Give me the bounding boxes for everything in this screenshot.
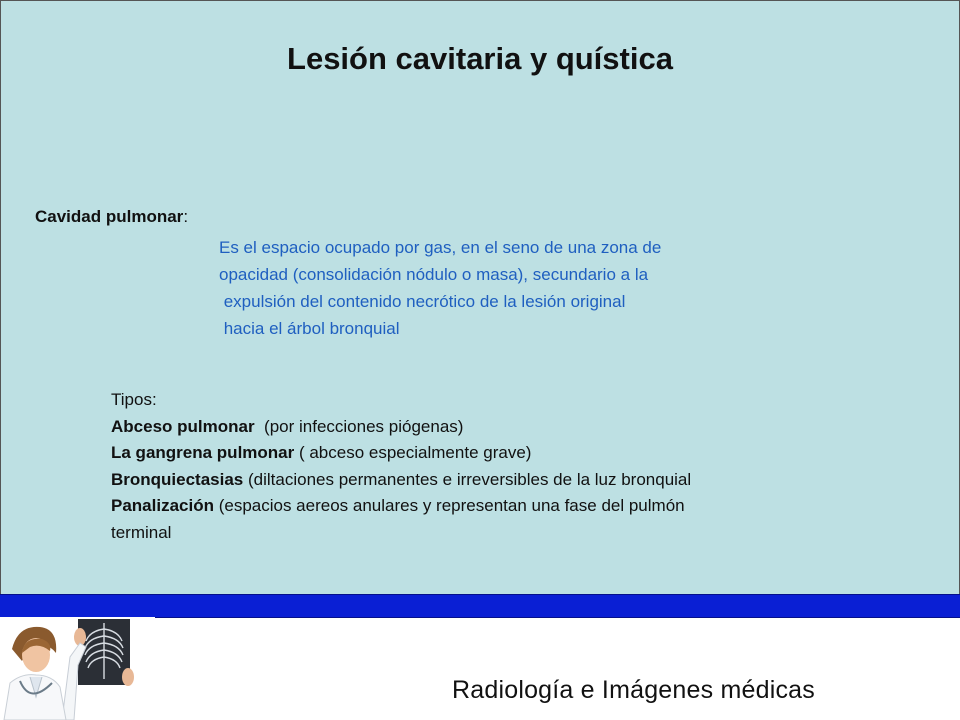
doctor-xray-illustration bbox=[0, 617, 155, 720]
cavidad-colon: : bbox=[183, 207, 189, 226]
cavidad-definition bbox=[219, 234, 899, 342]
item-desc: (diltaciones permanentes e irreversibles de la luz bronquial bbox=[243, 469, 692, 489]
item-desc: (por infecciones piógenas) bbox=[254, 416, 464, 436]
tipos-heading: Tipos: bbox=[111, 390, 157, 409]
slide-title: Lesión cavitaria y quística bbox=[287, 41, 673, 76]
cavidad-label bbox=[35, 207, 188, 227]
item-term: Panalización bbox=[111, 496, 214, 515]
footer-title: Radiología e Imágenes médicas bbox=[452, 676, 815, 704]
list-item bbox=[111, 467, 951, 494]
item-term: La gangrena pulmonar bbox=[111, 443, 295, 462]
definition-line: hacia el árbol bronquial bbox=[219, 319, 400, 338]
definition-line: Es el espacio ocupado por gas, en el seno de una zona de bbox=[219, 238, 662, 257]
item-term: Abceso pulmonar bbox=[111, 416, 255, 436]
list-item bbox=[111, 414, 951, 441]
list-item-continuation: terminal bbox=[111, 522, 172, 542]
footer-bar bbox=[0, 594, 960, 618]
definition-line: opacidad (consolidación nódulo o masa), secundario a la bbox=[219, 265, 649, 284]
tipos-list bbox=[111, 387, 951, 546]
list-item bbox=[111, 493, 951, 520]
item-desc: (espacios aereos anulares y representan una fase del pulmón bbox=[213, 496, 685, 515]
item-term: Bronquiectasias bbox=[111, 469, 244, 489]
item-desc: ( abceso especialmente grave) bbox=[294, 443, 532, 462]
list-item bbox=[111, 440, 951, 467]
cavidad-term: Cavidad pulmonar bbox=[35, 207, 184, 226]
definition-line: expulsión del contenido necrótico de la lesión original bbox=[219, 292, 626, 311]
